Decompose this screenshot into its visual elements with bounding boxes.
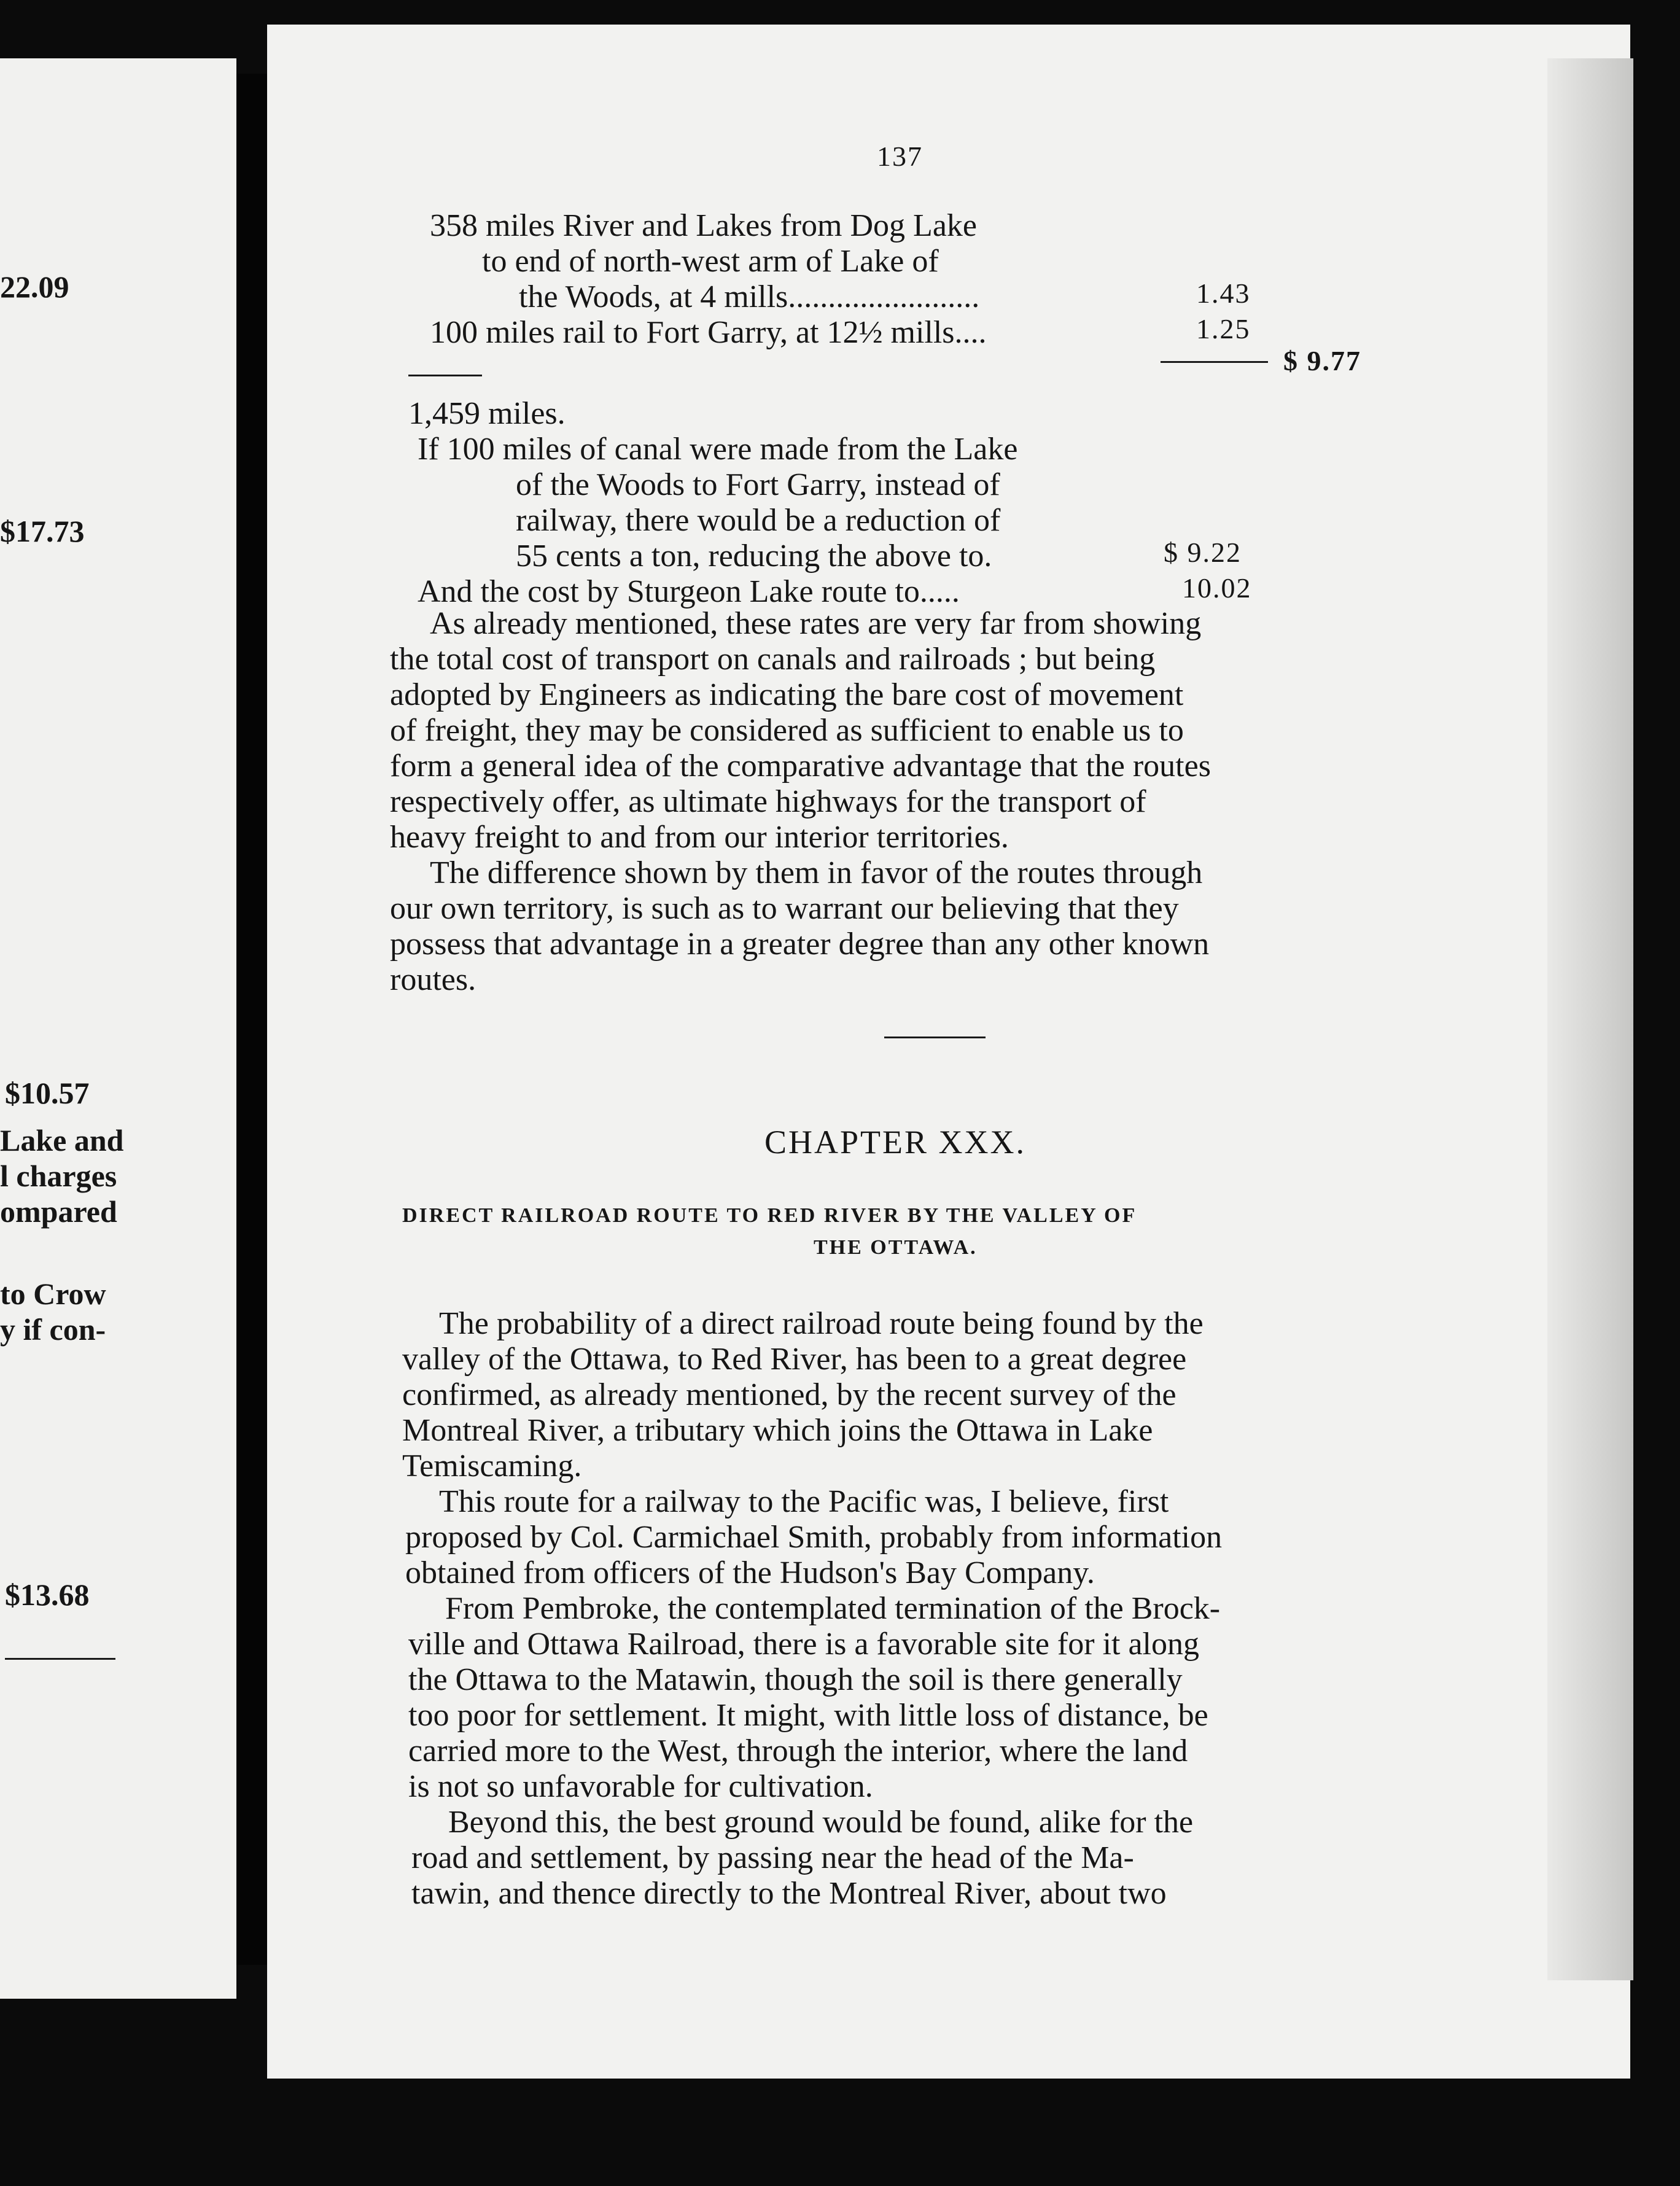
- left-fragment-8: $13.68: [5, 1577, 90, 1612]
- p1-line: form a general idea of the comparative advantage that the routes: [390, 749, 1211, 784]
- page-number: 137: [877, 141, 923, 172]
- chapter-subtitle-line1: DIRECT RAILROAD ROUTE TO RED RIVER BY THE VALLEY OF: [402, 1204, 1137, 1227]
- canal-line3: railway, there would be a reduction of: [516, 503, 1001, 538]
- p1-line: adopted by Engineers as indicating the bare cost of movement: [390, 677, 1184, 712]
- p1-line: respectively offer, as ultimate highways for the transport of: [390, 784, 1146, 819]
- section-divider: [884, 1037, 986, 1038]
- p5-line: is not so unfavorable for cultivation.: [408, 1769, 873, 1804]
- p6-line: Beyond this, the best ground would be found, alike for the: [448, 1805, 1194, 1840]
- p3-line: The probability of a direct railroad route being found by the: [439, 1306, 1204, 1341]
- p1-line: the total cost of transport on canals and railroads ; but being: [390, 642, 1156, 677]
- chapter-title: CHAPTER XXX.: [764, 1124, 1027, 1161]
- p4-line: This route for a railway to the Pacific was, I believe, first: [439, 1484, 1169, 1519]
- left-fragment-7: y if con-: [0, 1312, 106, 1347]
- p1-line: heavy freight to and from our interior territories.: [390, 820, 1009, 855]
- row2-line1: 100 miles rail to Fort Garry, at 12½ mills....: [430, 315, 987, 350]
- canal-line4: 55 cents a ton, reducing the above to.: [516, 539, 992, 574]
- left-page: [0, 58, 236, 1999]
- p3-line: Temiscaming.: [402, 1449, 582, 1484]
- p2-line: our own territory, is such as to warrant our believing that they: [390, 891, 1179, 926]
- left-fragment-3: Lake and: [0, 1123, 124, 1157]
- page-edge: [1547, 58, 1633, 1980]
- p2-line: The difference shown by them in favor of the routes through: [430, 855, 1203, 890]
- canal-value: $ 9.22: [1164, 537, 1242, 568]
- left-fragment-6: to Crow: [0, 1277, 106, 1311]
- p5-line: too poor for settlement. It might, with little loss of distance, be: [408, 1698, 1208, 1733]
- p6-line: tawin, and thence directly to the Montreal River, about two: [411, 1876, 1167, 1911]
- canal-line2: of the Woods to Fort Garry, instead of: [516, 467, 1000, 502]
- miles-rule: [408, 375, 482, 376]
- canal-line1: If 100 miles of canal were made from the Lake: [418, 432, 1018, 467]
- p3-line: confirmed, as already mentioned, by the recent survey of the: [402, 1377, 1176, 1412]
- left-fragment-2: $10.57: [5, 1076, 90, 1110]
- p5-line: From Pembroke, the contemplated termination of the Brock-: [445, 1591, 1221, 1626]
- left-page-rule: [5, 1658, 115, 1660]
- left-fragment-1: $17.73: [0, 514, 85, 548]
- p5-line: the Ottawa to the Matawin, though the soil is there generally: [408, 1662, 1183, 1697]
- row1-line3: the Woods, at 4 mills........................: [519, 279, 980, 314]
- p6-line: road and settlement, by passing near the head of the Ma-: [411, 1840, 1134, 1875]
- row2-value: 1.25: [1196, 313, 1251, 344]
- p2-line: possess that advantage in a greater degree than any other known: [390, 927, 1210, 962]
- sturgeon-text: And the cost by Sturgeon Lake route to.....: [418, 574, 960, 609]
- chapter-subtitle-line2: THE OTTAWA.: [814, 1236, 978, 1259]
- p5-line: ville and Ottawa Railroad, there is a favorable site for it along: [408, 1627, 1199, 1662]
- book-gutter: [236, 74, 267, 1965]
- sturgeon-value: 10.02: [1182, 572, 1252, 604]
- row1-line1: 358 miles River and Lakes from Dog Lake: [430, 208, 977, 243]
- p1-line: As already mentioned, these rates are very far from showing: [430, 606, 1202, 641]
- p2-line: routes.: [390, 962, 476, 997]
- p5-line: carried more to the West, through the interior, where the land: [408, 1733, 1188, 1768]
- p1-line: of freight, they may be considered as sufficient to enable us to: [390, 713, 1184, 748]
- p3-line: Montreal River, a tributary which joins the Ottawa in Lake: [402, 1413, 1153, 1448]
- row1-value: 1.43: [1196, 278, 1251, 309]
- sum-rule: [1161, 361, 1268, 363]
- p4-line: proposed by Col. Carmichael Smith, probably from information: [405, 1520, 1223, 1555]
- total-value: $ 9.77: [1283, 345, 1361, 376]
- left-fragment-4: l charges: [0, 1159, 117, 1193]
- row1-line2: to end of north-west arm of Lake of: [482, 244, 939, 279]
- left-fragment-0: 22.09: [0, 270, 69, 304]
- p4-line: obtained from officers of the Hudson's Bay Company.: [405, 1555, 1095, 1590]
- p3-line: valley of the Ottawa, to Red River, has been to a great degree: [402, 1342, 1187, 1377]
- miles-total: 1,459 miles.: [408, 396, 566, 431]
- left-fragment-5: ompared: [0, 1194, 117, 1229]
